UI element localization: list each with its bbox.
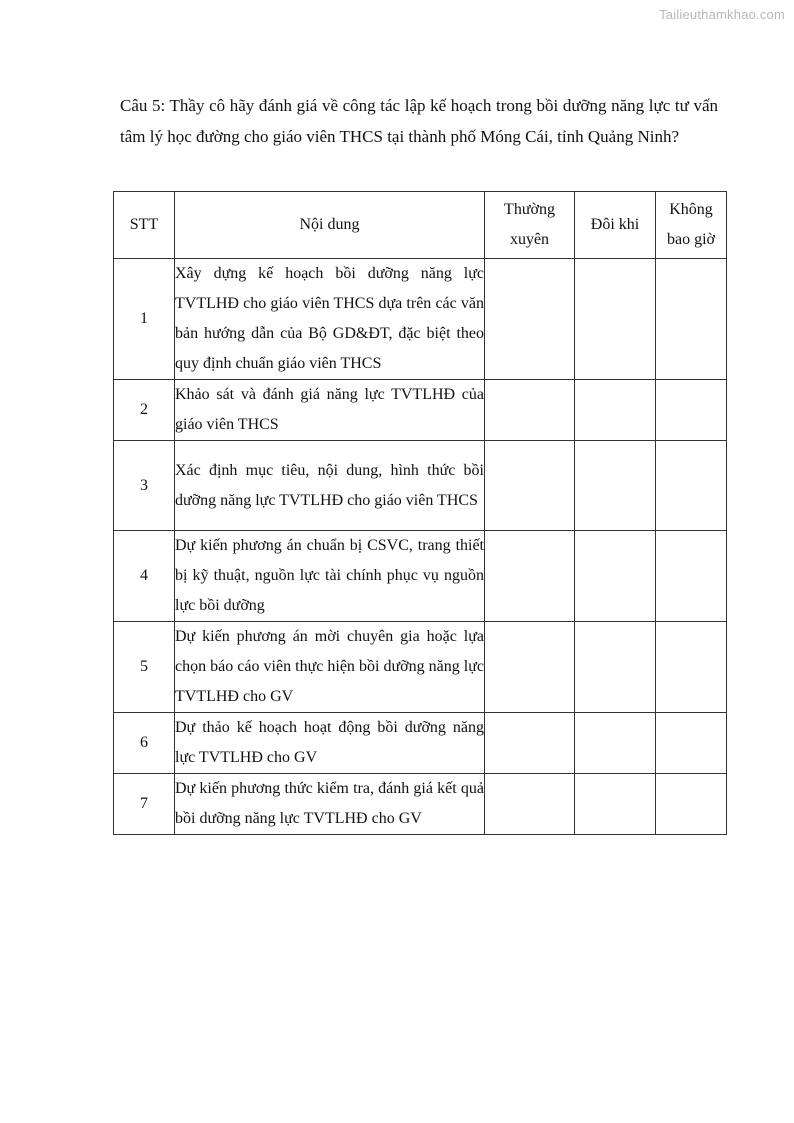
cell-often[interactable]: [485, 259, 575, 380]
cell-never[interactable]: [656, 774, 727, 835]
row-content: Xác định mục tiêu, nội dung, hình thức bồi dưỡng năng lực TVTLHĐ cho giáo viên THCS: [175, 441, 485, 531]
row-content: Dự thảo kế hoạch hoạt động bồi dưỡng năng lực TVTLHĐ cho GV: [175, 713, 485, 774]
row-stt: 1: [114, 259, 175, 380]
row-content: Khảo sát và đánh giá năng lực TVTLHĐ của giáo viên THCS: [175, 380, 485, 441]
cell-sometimes[interactable]: [575, 713, 656, 774]
row-stt: 3: [114, 441, 175, 531]
table-row: [114, 380, 727, 441]
row-content: Dự kiến phương thức kiểm tra, đánh giá kết quả bồi dưỡng năng lực TVTLHĐ cho GV: [175, 774, 485, 835]
cell-often[interactable]: [485, 622, 575, 713]
row-content: Dự kiến phương án mời chuyên gia hoặc lựa chọn báo cáo viên thực hiện bồi dưỡng năng lực TVTLHĐ cho GV: [175, 622, 485, 713]
row-stt: 2: [114, 380, 175, 441]
table-row: [114, 622, 727, 713]
row-stt: 7: [114, 774, 175, 835]
table-row: [114, 531, 727, 622]
cell-sometimes[interactable]: [575, 622, 656, 713]
cell-never[interactable]: [656, 713, 727, 774]
row-content: Xây dựng kế hoạch bồi dưỡng năng lực TVTLHĐ cho giáo viên THCS dựa trên các văn bản hướng dẫn của Bộ GD&ĐT, đặc biệt theo quy định chuẩn giáo viên THCS: [175, 259, 485, 380]
header-never-line1: Không: [669, 201, 713, 218]
cell-sometimes[interactable]: [575, 380, 656, 441]
cell-never[interactable]: [656, 380, 727, 441]
table-row: [114, 774, 727, 835]
row-content: Dự kiến phương án chuẩn bị CSVC, trang thiết bị kỹ thuật, nguồn lực tài chính phục vụ nguồn lực bồi dưỡng: [175, 531, 485, 622]
question-text: Câu 5: Thầy cô hãy đánh giá về công tác lập kế hoạch trong bồi dưỡng năng lực tư vấn tâm lý học đường cho giáo viên THCS tại thành phố Móng Cái, tỉnh Quảng Ninh?: [120, 96, 718, 146]
cell-often[interactable]: [485, 380, 575, 441]
table-row: [114, 259, 727, 380]
cell-sometimes[interactable]: [575, 774, 656, 835]
header-content: Nội dung: [175, 192, 485, 259]
cell-never[interactable]: [656, 531, 727, 622]
cell-never[interactable]: [656, 622, 727, 713]
header-often-line1: Thường: [504, 201, 555, 218]
header-often: [485, 192, 575, 259]
cell-often[interactable]: [485, 441, 575, 531]
header-never-line2: bao giờ: [666, 231, 715, 248]
header-never: [656, 192, 727, 259]
row-stt: 4: [114, 531, 175, 622]
cell-never[interactable]: [656, 259, 727, 380]
cell-sometimes[interactable]: [575, 441, 656, 531]
cell-sometimes[interactable]: [575, 531, 656, 622]
row-stt: 5: [114, 622, 175, 713]
header-sometimes: Đôi khi: [575, 192, 656, 259]
cell-often[interactable]: [485, 713, 575, 774]
watermark: Tailieuthamkhao.com: [659, 7, 785, 22]
header-often-line2: xuyên: [509, 231, 550, 248]
table-header-row: [114, 192, 727, 259]
cell-often[interactable]: [485, 774, 575, 835]
table-row: [114, 441, 727, 531]
cell-often[interactable]: [485, 531, 575, 622]
table-row: [114, 713, 727, 774]
survey-table: [113, 191, 727, 835]
header-stt: STT: [114, 192, 175, 259]
cell-never[interactable]: [656, 441, 727, 531]
row-stt: 6: [114, 713, 175, 774]
cell-sometimes[interactable]: [575, 259, 656, 380]
